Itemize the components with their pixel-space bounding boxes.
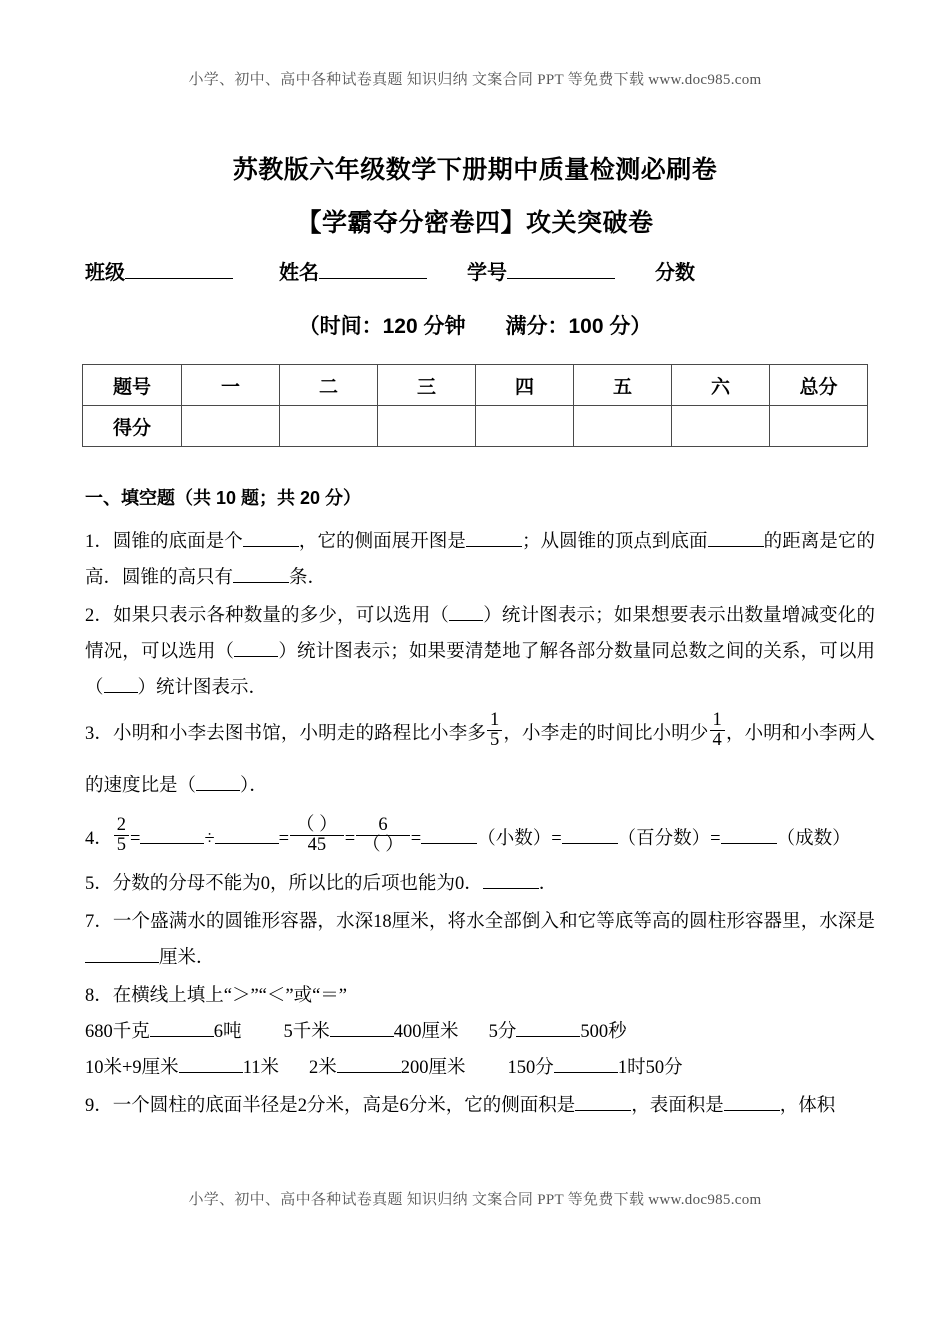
col-header-2: 二 [280,365,378,406]
q9-blank-lateral-area[interactable] [575,1094,631,1111]
q5-blank-1[interactable] [483,872,539,889]
q7-text-b: 厘米． [159,948,215,968]
q4-fraction-six-over[interactable] [356,816,410,855]
exam-content [85,480,875,1126]
q8-pair-3-left: 5分 [488,1022,517,1042]
q8-pair-1 [85,1014,242,1050]
q8-pair-5-left: 2米 [309,1058,337,1078]
q4-fraction-over-45[interactable] [290,816,344,855]
col-header-4: 四 [476,365,574,406]
score-cell-5[interactable] [574,406,672,447]
q2-text-a: 2．如果只表示各种数量的多少，可以选用（ [85,606,450,626]
name-field[interactable] [279,256,427,285]
q3-frac2-numerator: 1 [710,711,725,731]
q8-pair-4-blank[interactable] [179,1056,243,1073]
q4-equals-6: = [710,829,721,849]
question-4 [85,814,875,864]
q4-equals-2: = [278,829,290,849]
q3-frac1-denominator: 5 [490,729,500,750]
exam-meta [0,310,950,340]
q1-blank-1[interactable] [243,530,299,547]
score-cell-2[interactable] [280,406,378,447]
watermark-header: 小学、初中、高中各种试卷真题 知识归纳 文案合同 PPT 等免费下载 www.doc985.com [188,72,762,88]
q2-blank-2[interactable] [234,641,278,657]
question-7 [85,904,875,976]
q8-pair-1-blank[interactable] [150,1020,214,1037]
score-cell-3[interactable] [378,406,476,447]
student-info-row [85,256,875,285]
q4-unit-percent: （百分数） [617,829,711,849]
q4-unit-cheng: （成数） [776,829,851,849]
score-label: 分数 [655,262,695,284]
q8-prompt: 8．在横线上填上“＞”“＜”或“＝” [85,986,348,1006]
q4-unit-decimal: （小数） [477,829,552,849]
q4-fracB-denominator: 45 [307,834,327,855]
q2-text-b: ）统计图表示；如果想要表示出数量增减变化的情况，可以选用（ [85,606,875,662]
q4-fracA-denominator: 5 [116,834,127,855]
q2-blank-1[interactable] [449,605,483,621]
page-subtitle: 【学霸夺分密卷四】攻关突破卷 [296,209,654,237]
score-table [82,364,868,447]
q2-text-d: ）统计图表示． [137,678,268,698]
q4-blank-percent[interactable] [562,827,618,844]
q4-fracC-numerator: 6 [356,816,410,836]
q8-pair-2 [284,1014,459,1050]
q4-blank-divisor[interactable] [215,827,279,844]
q4-division-sign: ÷ [204,829,215,849]
class-blank[interactable] [125,261,233,279]
page-title: 苏教版六年级数学下册期中质量检测必刷卷 [232,156,718,184]
q4-equals-1: = [130,829,141,849]
q3-fraction-one-fifth [487,711,502,750]
table-row-header [83,365,868,406]
q8-pair-6-left: 150分 [507,1058,554,1078]
q8-pair-4-right: 11米 [242,1058,280,1078]
q8-comparison-row-2 [85,1050,875,1086]
row-label-score: 得分 [83,406,182,447]
q9-text-c: ，体积 [779,1096,836,1116]
question-5 [85,866,875,902]
col-header-3: 三 [378,365,476,406]
q4-blank-decimal[interactable] [421,827,477,844]
q8-pair-6-right: 1时50分 [617,1058,683,1078]
q7-blank-1[interactable] [85,946,159,963]
q8-pair-5-blank[interactable] [337,1056,401,1073]
class-label: 班级 [85,262,125,284]
q1-text-a: 1．圆锥的底面是个 [85,532,243,552]
q1-blank-3[interactable] [708,530,764,547]
q4-equals-3: = [344,829,356,849]
q8-pair-1-right: 6吨 [213,1022,242,1042]
question-9 [85,1088,875,1124]
col-header-1: 一 [182,365,280,406]
question-2 [85,598,875,706]
score-field[interactable] [655,256,695,285]
q3-blank-1[interactable] [196,775,240,791]
q3-text-b: ，小李走的时间比小明少 [503,724,709,744]
q8-pair-3-right: 500秒 [580,1022,627,1042]
question-8 [85,978,875,1086]
question-3 [85,708,875,812]
q5-text-a: 5．分数的分母不能为0，所以比的后项也能为0． [85,874,483,894]
q8-pair-6 [508,1050,683,1086]
q5-text-b: ． [538,874,558,894]
q2-text-c: ）统计图表示；如果要清楚地了解各部分数量同总数之间的关系，可以用（ [85,642,875,698]
q3-frac2-denominator: 4 [712,729,722,750]
q4-blank-cheng[interactable] [721,827,777,844]
q9-text-a: 9．一个圆柱的底面半径是2分米，高是6分米，它的侧面积是 [85,1096,576,1116]
score-cell-total[interactable] [770,406,868,447]
q1-blank-4[interactable] [233,566,289,583]
student-id-field[interactable] [467,256,615,285]
q8-pair-2-right: 400厘米 [393,1022,459,1042]
q4-equals-5: = [551,829,562,849]
q9-blank-surface-area[interactable] [724,1094,780,1111]
q7-text-a: 7．一个盛满水的圆锥形容器，水深18厘米，将水全部倒入和它等底等高的圆柱形容器里，水深是 [85,912,875,932]
q9-text-b: ，表面积是 [631,1096,724,1116]
q8-pair-2-blank[interactable] [330,1020,394,1037]
q8-pair-1-left: 680千克 [85,1022,150,1042]
q3-text-d: ）． [240,776,268,796]
q1-blank-2[interactable] [466,530,522,547]
q4-fracC-denominator[interactable]: （ ） [362,834,404,855]
q4-fracB-numerator[interactable]: （ ） [290,816,344,836]
q8-pair-5 [309,1050,466,1086]
student-id-label: 学号 [467,262,507,284]
q8-pair-3-blank[interactable] [516,1020,580,1037]
q1-text-b: ，它的侧面展开图是 [298,532,466,552]
q8-pair-4 [85,1050,279,1086]
row-label-question-no: 题号 [83,365,182,406]
table-row-score [83,406,868,447]
q4-label: 4． [85,829,113,849]
name-blank[interactable] [319,261,427,279]
q4-blank-dividend[interactable] [140,827,204,844]
name-label: 姓名 [279,262,319,284]
q1-text-e: 条． [289,568,327,588]
q8-pair-5-right: 200厘米 [400,1058,466,1078]
section-heading-fill-in-blank: 一、填空题（共 10 题；共 20 分） [85,488,362,508]
question-1 [85,524,875,596]
q8-comparison-row-1 [85,1014,875,1050]
watermark-footer: 小学、初中、高中各种试卷真题 知识归纳 文案合同 PPT 等免费下载 www.doc985.com [188,1192,762,1208]
score-cell-4[interactable] [476,406,574,447]
score-cell-1[interactable] [182,406,280,447]
q3-fraction-one-quarter [710,711,725,750]
q3-frac1-numerator: 1 [487,711,502,731]
q4-fraction-two-fifths [114,816,129,855]
student-id-blank[interactable] [507,261,615,279]
q4-equals-4: = [410,829,422,849]
q1-text-c: ；从圆锥的顶点到底面 [521,532,708,552]
q4-fracA-numerator: 2 [114,816,129,836]
q8-pair-6-blank[interactable] [554,1056,618,1073]
exam-full-marks: 满分：100 分） [505,315,652,338]
q3-text-c: ，小明和小李两人的速度比是（ [85,724,875,796]
q8-pair-3 [489,1014,627,1050]
col-header-6: 六 [672,365,770,406]
col-header-5: 五 [574,365,672,406]
q3-text-a: 3．小明和小李去图书馆，小明走的路程比小李多 [85,724,487,744]
q1-text-d: 的距离是它的高．圆锥的高只有 [85,532,875,588]
col-header-total: 总分 [770,365,868,406]
exam-time: （时间：120 分钟 [298,315,466,338]
score-cell-6[interactable] [672,406,770,447]
class-field[interactable] [85,256,233,285]
q2-blank-3[interactable] [104,677,138,693]
q8-pair-4-left: 10米+9厘米 [85,1058,179,1078]
q8-pair-2-left: 5千米 [283,1022,330,1042]
